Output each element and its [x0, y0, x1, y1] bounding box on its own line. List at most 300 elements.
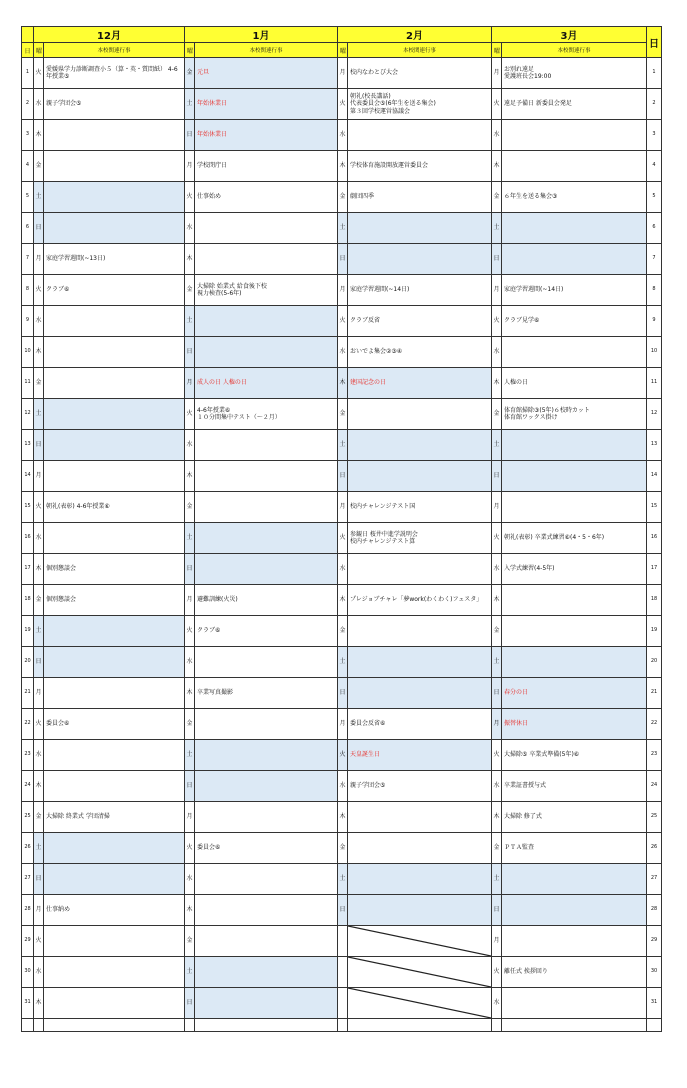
event-cell: [44, 864, 185, 895]
weekday-cell: 火: [338, 306, 348, 337]
weekday-cell: 水: [492, 771, 502, 802]
event-cell: 劇団四季: [348, 182, 492, 213]
event-cell: [502, 430, 647, 461]
event-cell: 委員会⑥: [195, 833, 338, 864]
weekday-cell: 水: [338, 554, 348, 585]
weekday-cell: 金: [338, 399, 348, 430]
event-cell: ＰＴＡ監査: [502, 833, 647, 864]
weekday-cell: 月: [492, 58, 502, 89]
event-cell: [195, 554, 338, 585]
weekday-cell: 月: [34, 678, 44, 709]
weekday-header: 曜: [34, 43, 44, 58]
day-row: [22, 368, 662, 399]
weekday-cell: 水: [185, 430, 195, 461]
blank-cell: [502, 1019, 647, 1032]
blank-row: [22, 1019, 662, 1032]
event-cell: [502, 492, 647, 523]
day-number-left: 26: [22, 833, 34, 864]
weekday-cell: 月: [185, 151, 195, 182]
weekday-cell: 金: [34, 151, 44, 182]
blank-cell: [44, 1019, 185, 1032]
weekday-cell: 月: [492, 709, 502, 740]
event-cell: [195, 802, 338, 833]
event-cell: [195, 895, 338, 926]
event-cell: [348, 616, 492, 647]
event-cell: 4-6年授業⑥ １０分間集中テスト（～２月）: [195, 399, 338, 430]
day-number-right: 15: [647, 492, 662, 523]
weekday-cell: [338, 957, 348, 988]
event-cell: 卒業証書授与式: [502, 771, 647, 802]
event-cell: 離任式 挨拶回り: [502, 957, 647, 988]
weekday-cell: [338, 988, 348, 1019]
weekday-cell: 水: [492, 337, 502, 368]
weekday-cell: 土: [338, 647, 348, 678]
day-row: [22, 740, 662, 771]
event-cell: [348, 430, 492, 461]
day-row: [22, 461, 662, 492]
day-number-right: 13: [647, 430, 662, 461]
weekday-cell: 火: [185, 182, 195, 213]
strike-line: [348, 957, 491, 987]
event-cell: [502, 461, 647, 492]
day-number-left: 29: [22, 926, 34, 957]
day-number-left: 8: [22, 275, 34, 306]
weekday-cell: 月: [185, 802, 195, 833]
weekday-cell: 日: [492, 244, 502, 275]
weekday-cell: 水: [185, 647, 195, 678]
event-cell: [348, 399, 492, 430]
weekday-cell: 水: [185, 864, 195, 895]
weekday-cell: 木: [34, 554, 44, 585]
event-cell: [502, 120, 647, 151]
weekday-cell: 水: [338, 771, 348, 802]
day-number-right: 2: [647, 89, 662, 120]
day-number-right: 29: [647, 926, 662, 957]
event-cell: 親子学団会⑤: [44, 89, 185, 120]
calendar-body: [22, 58, 662, 1032]
event-cell: [44, 523, 185, 554]
weekday-cell: 金: [492, 399, 502, 430]
weekday-cell: 火: [185, 399, 195, 430]
event-cell: 大掃除⑤ 卒業式準備(5年)⑥: [502, 740, 647, 771]
weekday-cell: 金: [185, 58, 195, 89]
day-number-right: 7: [647, 244, 662, 275]
event-cell: [44, 740, 185, 771]
event-cell: [502, 926, 647, 957]
event-cell: [502, 895, 647, 926]
day-row: [22, 957, 662, 988]
weekday-cell: 金: [492, 616, 502, 647]
event-cell: 委員会⑥: [44, 709, 185, 740]
event-cell: [44, 399, 185, 430]
weekday-cell: 日: [185, 120, 195, 151]
event-cell: [195, 647, 338, 678]
weekday-cell: 月: [34, 244, 44, 275]
event-cell: [348, 244, 492, 275]
weekday-cell: 日: [338, 244, 348, 275]
event-cell: 元旦: [195, 58, 338, 89]
event-cell: 朝礼(表彰) 4-6年授業⑥: [44, 492, 185, 523]
event-cell: 遠足予備日 新委員会発足: [502, 89, 647, 120]
month-title-mar: 3月: [492, 27, 647, 43]
weekday-cell: 火: [34, 58, 44, 89]
day-number-left: 4: [22, 151, 34, 182]
weekday-cell: 火: [338, 523, 348, 554]
event-cell: [348, 120, 492, 151]
day-row: [22, 771, 662, 802]
day-row: [22, 306, 662, 337]
weekday-cell: 月: [338, 709, 348, 740]
event-cell: [195, 926, 338, 957]
nonexistent-date-cell: [348, 957, 492, 988]
day-number-left: 23: [22, 740, 34, 771]
weekday-cell: 日: [492, 461, 502, 492]
weekday-cell: 火: [185, 833, 195, 864]
weekday-cell: 月: [34, 895, 44, 926]
event-cell: 家庭学習週間(~14日): [348, 275, 492, 306]
month-title-jan: 1月: [185, 27, 338, 43]
day-number-left: 27: [22, 864, 34, 895]
event-cell: 卒業写真撮影: [195, 678, 338, 709]
event-cell: [44, 988, 185, 1019]
weekday-cell: 火: [34, 926, 44, 957]
event-cell: [502, 213, 647, 244]
day-number-left: 31: [22, 988, 34, 1019]
day-number-right: 30: [647, 957, 662, 988]
event-cell: [195, 244, 338, 275]
event-cell: 学校体育施設開放運営委員会: [348, 151, 492, 182]
weekday-cell: 日: [34, 430, 44, 461]
event-cell: [195, 337, 338, 368]
event-cell: [348, 647, 492, 678]
event-cell: [348, 833, 492, 864]
day-row: [22, 802, 662, 833]
weekday-cell: 木: [338, 151, 348, 182]
weekday-cell: 水: [492, 554, 502, 585]
event-cell: 入学式練習(4-5年): [502, 554, 647, 585]
event-cell: クラブ⑥: [195, 616, 338, 647]
event-cell: [44, 337, 185, 368]
strike-line: [348, 926, 491, 956]
weekday-cell: 木: [34, 120, 44, 151]
day-row: [22, 647, 662, 678]
weekday-cell: 火: [34, 709, 44, 740]
weekday-cell: 金: [185, 275, 195, 306]
weekday-cell: 日: [338, 895, 348, 926]
weekday-cell: 月: [492, 275, 502, 306]
weekday-cell: 火: [492, 740, 502, 771]
day-number-left: 13: [22, 430, 34, 461]
school-event-calendar: [21, 26, 662, 1032]
day-number-right: 11: [647, 368, 662, 399]
weekday-cell: 木: [338, 585, 348, 616]
weekday-cell: 日: [338, 461, 348, 492]
event-cell: [502, 244, 647, 275]
weekday-cell: 水: [34, 740, 44, 771]
event-cell: 大掃除 始業式 給食後下校 視力検査(5-6年): [195, 275, 338, 306]
day-number-right: 24: [647, 771, 662, 802]
events-header: 本校関連行事: [44, 43, 185, 58]
day-number-right: 12: [647, 399, 662, 430]
weekday-cell: 金: [34, 368, 44, 399]
day-number-right: 31: [647, 988, 662, 1019]
event-cell: 体育館掃除③(5年)６校時カット 体育館ワックス掛け: [502, 399, 647, 430]
weekday-cell: 土: [185, 306, 195, 337]
weekday-cell: 金: [185, 926, 195, 957]
day-row: [22, 895, 662, 926]
event-cell: 年始休業日: [195, 120, 338, 151]
event-cell: [44, 120, 185, 151]
weekday-cell: 日: [185, 554, 195, 585]
day-number-left: 6: [22, 213, 34, 244]
weekday-cell: 水: [34, 523, 44, 554]
weekday-cell: 土: [185, 89, 195, 120]
blank-cell: [22, 1019, 34, 1032]
event-cell: [44, 957, 185, 988]
event-cell: 校内なわとび大会: [348, 58, 492, 89]
day-number-left: 2: [22, 89, 34, 120]
weekday-cell: 金: [338, 182, 348, 213]
event-cell: [348, 895, 492, 926]
day-row: [22, 213, 662, 244]
weekday-cell: 木: [185, 895, 195, 926]
weekday-cell: 水: [338, 337, 348, 368]
event-cell: [195, 740, 338, 771]
weekday-cell: 月: [338, 58, 348, 89]
weekday-cell: 木: [34, 337, 44, 368]
events-header: 本校関連行事: [502, 43, 647, 58]
events-header: 本校関連行事: [348, 43, 492, 58]
day-number-right: 19: [647, 616, 662, 647]
weekday-cell: 水: [338, 120, 348, 151]
column-header-row: [22, 43, 662, 58]
day-number-left: 30: [22, 957, 34, 988]
event-cell: ６年生を送る集会③: [502, 182, 647, 213]
day-row: [22, 430, 662, 461]
event-cell: 親子学団会⑤: [348, 771, 492, 802]
blank-cell: [492, 1019, 502, 1032]
day-row: [22, 988, 662, 1019]
event-cell: 春分の日: [502, 678, 647, 709]
day-header-left: 日: [22, 43, 34, 58]
day-number-right: 27: [647, 864, 662, 895]
day-row: [22, 244, 662, 275]
day-number-left: 18: [22, 585, 34, 616]
weekday-cell: 火: [338, 740, 348, 771]
weekday-cell: 金: [338, 616, 348, 647]
weekday-cell: 火: [492, 523, 502, 554]
weekday-cell: 火: [492, 89, 502, 120]
weekday-cell: 水: [492, 120, 502, 151]
strike-line: [348, 988, 491, 1018]
day-number-left: 15: [22, 492, 34, 523]
weekday-cell: 木: [34, 988, 44, 1019]
event-cell: 仕事納め: [44, 895, 185, 926]
day-number-right: 10: [647, 337, 662, 368]
weekday-cell: 土: [185, 957, 195, 988]
weekday-cell: 水: [185, 213, 195, 244]
weekday-cell: 火: [338, 89, 348, 120]
corner-cell: [22, 27, 34, 43]
event-cell: 建国記念の日: [348, 368, 492, 399]
event-cell: プレジョブチャレ「夢work(わくわく)フェスタ」: [348, 585, 492, 616]
event-cell: [195, 306, 338, 337]
event-cell: [348, 678, 492, 709]
day-number-left: 10: [22, 337, 34, 368]
event-cell: [502, 585, 647, 616]
day-row: [22, 89, 662, 120]
event-cell: [44, 647, 185, 678]
weekday-cell: 土: [185, 523, 195, 554]
weekday-cell: 木: [492, 585, 502, 616]
weekday-header: 曜: [338, 43, 348, 58]
event-cell: 個別懇談会: [44, 554, 185, 585]
day-row: [22, 151, 662, 182]
event-cell: 家庭学習週間(~13日): [44, 244, 185, 275]
day-number-right: 17: [647, 554, 662, 585]
month-title-feb: 2月: [338, 27, 492, 43]
weekday-cell: 月: [338, 275, 348, 306]
day-number-right: 16: [647, 523, 662, 554]
weekday-cell: 土: [492, 213, 502, 244]
event-cell: [44, 430, 185, 461]
weekday-cell: 土: [34, 833, 44, 864]
weekday-cell: 火: [492, 957, 502, 988]
day-number-right: 3: [647, 120, 662, 151]
weekday-cell: 日: [185, 988, 195, 1019]
event-cell: [195, 771, 338, 802]
event-cell: [502, 988, 647, 1019]
day-number-left: 21: [22, 678, 34, 709]
day-number-right: 5: [647, 182, 662, 213]
weekday-cell: 木: [492, 151, 502, 182]
weekday-cell: 火: [492, 306, 502, 337]
event-cell: [502, 647, 647, 678]
event-cell: [348, 213, 492, 244]
weekday-cell: 火: [185, 616, 195, 647]
weekday-cell: 水: [492, 988, 502, 1019]
day-number-left: 16: [22, 523, 34, 554]
blank-cell: [647, 1019, 662, 1032]
event-cell: [44, 368, 185, 399]
weekday-cell: 月: [492, 492, 502, 523]
nonexistent-date-cell: [348, 926, 492, 957]
weekday-cell: 日: [34, 864, 44, 895]
weekday-cell: 土: [492, 430, 502, 461]
blank-cell: [185, 1019, 195, 1032]
weekday-cell: 金: [492, 182, 502, 213]
event-cell: 大掃除 終業式 学団清掃: [44, 802, 185, 833]
event-cell: [44, 213, 185, 244]
event-cell: [195, 523, 338, 554]
day-number-right: 18: [647, 585, 662, 616]
event-cell: [44, 771, 185, 802]
day-number-left: 9: [22, 306, 34, 337]
event-cell: 人権の日: [502, 368, 647, 399]
day-number-left: 1: [22, 58, 34, 89]
event-cell: [348, 461, 492, 492]
day-number-right: 21: [647, 678, 662, 709]
day-header-right: 日: [647, 27, 662, 58]
weekday-cell: 土: [338, 430, 348, 461]
event-cell: 委員会反省⑥: [348, 709, 492, 740]
day-row: [22, 709, 662, 740]
event-cell: 避難訓練(火災): [195, 585, 338, 616]
day-row: [22, 275, 662, 306]
event-cell: お別れ遠足 愛護班長会19:00: [502, 58, 647, 89]
weekday-cell: 日: [338, 678, 348, 709]
events-header: 本校関連行事: [195, 43, 338, 58]
weekday-cell: 月: [338, 492, 348, 523]
weekday-cell: 木: [338, 802, 348, 833]
weekday-cell: 月: [185, 368, 195, 399]
weekday-cell: 日: [492, 678, 502, 709]
day-number-left: 7: [22, 244, 34, 275]
event-cell: [348, 554, 492, 585]
day-number-right: 20: [647, 647, 662, 678]
event-cell: [502, 337, 647, 368]
weekday-cell: 水: [34, 306, 44, 337]
event-cell: 振替休日: [502, 709, 647, 740]
day-row: [22, 864, 662, 895]
event-cell: 天皇誕生日: [348, 740, 492, 771]
day-row: [22, 120, 662, 151]
event-cell: おいでよ集会②③④: [348, 337, 492, 368]
event-cell: [44, 833, 185, 864]
event-cell: 仕事始め: [195, 182, 338, 213]
event-cell: [348, 864, 492, 895]
weekday-cell: 木: [185, 461, 195, 492]
day-number-right: 8: [647, 275, 662, 306]
weekday-cell: 木: [492, 802, 502, 833]
month-title-dec: 12月: [34, 27, 185, 43]
event-cell: [44, 926, 185, 957]
event-cell: [195, 430, 338, 461]
weekday-cell: 日: [34, 647, 44, 678]
weekday-cell: 木: [185, 244, 195, 275]
event-cell: 参観日 桜井中進学説明会 校内チャレンジテスト算: [348, 523, 492, 554]
event-cell: 校内チャレンジテスト国: [348, 492, 492, 523]
event-cell: [44, 616, 185, 647]
day-number-left: 19: [22, 616, 34, 647]
event-cell: [195, 988, 338, 1019]
event-cell: [44, 151, 185, 182]
day-number-right: 6: [647, 213, 662, 244]
weekday-cell: 金: [185, 492, 195, 523]
day-row: [22, 833, 662, 864]
weekday-cell: 金: [185, 709, 195, 740]
weekday-cell: 木: [492, 368, 502, 399]
day-number-left: 17: [22, 554, 34, 585]
event-cell: [195, 461, 338, 492]
day-row: [22, 58, 662, 89]
day-row: [22, 399, 662, 430]
day-number-left: 14: [22, 461, 34, 492]
weekday-cell: 火: [34, 275, 44, 306]
weekday-cell: 金: [492, 833, 502, 864]
weekday-cell: 土: [338, 864, 348, 895]
event-cell: 家庭学習週間(~14日): [502, 275, 647, 306]
weekday-cell: 土: [34, 616, 44, 647]
day-row: [22, 678, 662, 709]
weekday-cell: 火: [34, 492, 44, 523]
day-row: [22, 523, 662, 554]
day-number-right: 4: [647, 151, 662, 182]
weekday-cell: 水: [34, 957, 44, 988]
day-number-right: 25: [647, 802, 662, 833]
month-header-row: [22, 27, 662, 43]
event-cell: 成人の日 人権の日: [195, 368, 338, 399]
